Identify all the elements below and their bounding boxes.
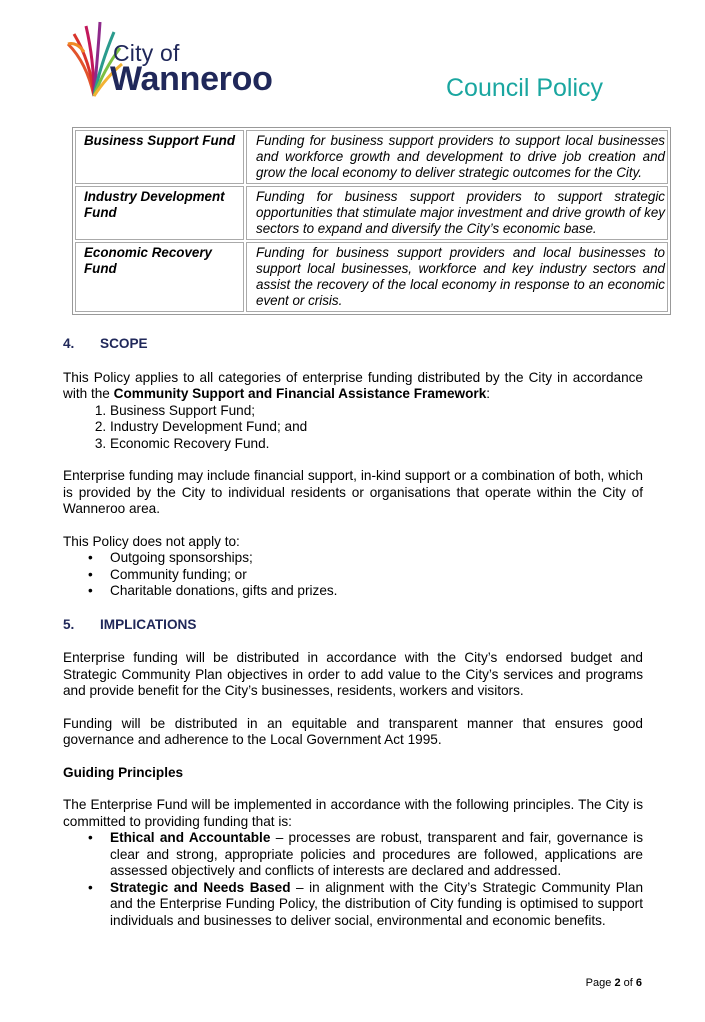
exclusions-list (63, 550, 643, 600)
implications-paragraph: Funding will be distributed in an equitable and transparent manner that ensures good governance and adherence to the Local Government Act 1995. (63, 715, 643, 747)
definition-description: Funding for business support providers to support local businesses and workforce growth and development to drive job creation and grow the local economy to deliver strategic outcomes for the City. (246, 130, 668, 184)
section-number: 4. (63, 336, 75, 351)
section-number: 5. (63, 616, 75, 632)
section-title: IMPLICATIONS (100, 616, 197, 632)
section-heading-implications (63, 617, 643, 634)
scope-intro (63, 370, 643, 403)
scope-paragraph: Enterprise funding may include financial support, in-kind support or a combination of both, which is provided by the City to individual residents or organisations that operate within the City of Wanneroo area. (63, 468, 643, 516)
page-total: 6 (635, 977, 642, 989)
list-item: • Charitable donations, gifts and prizes. (110, 583, 643, 600)
policy-body (63, 336, 643, 929)
logo-text-wanneroo: Wanneroo (110, 60, 273, 98)
definition-description: Funding for business support providers to support strategic opportunities that stimulate major investment and drive growth of key sectors to expand and diversify the City’s economic base. (246, 186, 668, 240)
fund-list (63, 403, 643, 453)
section-heading-scope (63, 336, 643, 353)
definition-term: Economic Recovery Fund (75, 242, 244, 312)
scope-intro-text: This Policy applies to all categories of enterprise funding distributed by the City in accordance with the (63, 369, 643, 401)
list-item: 2. Industry Development Fund; and (110, 419, 643, 436)
list-item: 1. Business Support Fund; (110, 403, 643, 420)
page-of: of (623, 977, 633, 989)
definition-term: Industry Development Fund (75, 186, 244, 240)
list-item: 3. Economic Recovery Fund. (110, 436, 643, 453)
page-current: 2 (614, 977, 621, 989)
list-item: • Community funding; or (110, 567, 643, 584)
scope-intro-colon: : (486, 386, 491, 401)
section-title: SCOPE (100, 336, 148, 351)
city-of-wanneroo-logo (64, 18, 304, 104)
framework-name: Community Support and Financial Assistance Framework (113, 386, 487, 401)
principle-title: Strategic and Needs Based (110, 879, 291, 895)
definition-term: Business Support Fund (75, 130, 244, 184)
implications-paragraph: Enterprise funding will be distributed in accordance with the City’s endorsed budget and Strategic Community Plan objectives in order to add value to the City’s services and programs and provide benefit for the City’s businesses, residents, workers and visitors. (63, 650, 643, 698)
principle-text: – processes are robust, transparent and fair, governance is clear and strong, appropriate policies and procedures are followed, applications are assessed objectively and conflicts of interests are declared and addressed. (110, 830, 643, 878)
list-item: • Outgoing sponsorships; (110, 550, 643, 567)
principle-text: – in alignment with the City’s Strategic Community Plan and the Enterprise Funding Policy, the distribution of City funding is optimised to support individuals and businesses to deliver social, environmental and economic benefits. (110, 879, 643, 928)
definition-description: Funding for business support providers and local businesses to support local businesses, workforce and key industry sectors and assist the recovery of the local economy in response to an economic event or crisis. (246, 242, 668, 312)
principles-list (63, 830, 643, 929)
definitions-table (72, 127, 671, 315)
table-row (75, 186, 668, 240)
guiding-principles-intro: The Enterprise Fund will be implemented in accordance with the following principles. The City is committed to providing funding that is: (63, 797, 643, 829)
list-item (110, 830, 643, 880)
table-row (75, 242, 668, 312)
page-number (586, 977, 642, 989)
guiding-principles-title: Guiding Principles (63, 764, 184, 780)
logo-text-city-of: City of (113, 40, 180, 66)
not-apply-intro: This Policy does not apply to: (63, 533, 240, 549)
page-label: Page (585, 977, 612, 989)
table-row (75, 130, 668, 184)
document-type-title: Council Policy (446, 74, 604, 102)
principle-title: Ethical and Accountable (110, 830, 271, 845)
list-item (110, 880, 643, 930)
